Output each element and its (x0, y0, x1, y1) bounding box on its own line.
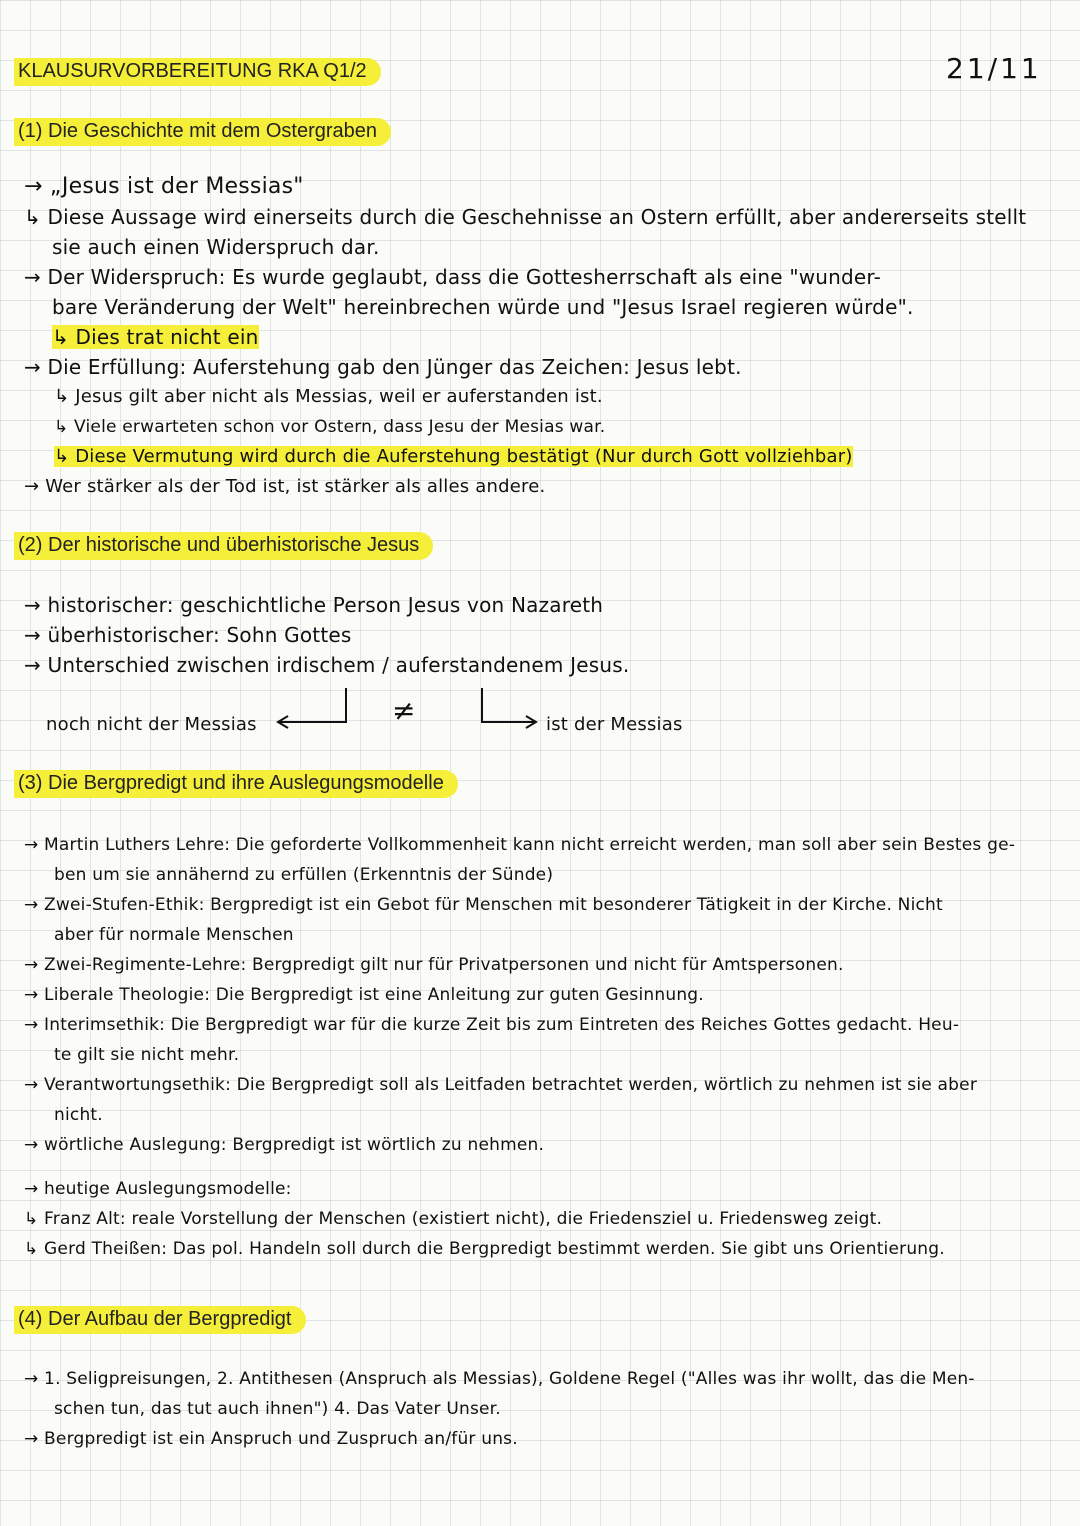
line: bare Veränderung der Welt" hereinbrechen würde und "Jesus Israel regieren würde". (52, 295, 914, 319)
line: → wörtliche Auslegung: Bergpredigt ist wörtlich zu nehmen. (24, 1135, 545, 1155)
section-1-body (24, 172, 1026, 502)
line: ↳ Jesus gilt aber nicht als Messias, weil er auferstanden ist. (54, 386, 603, 407)
line: nicht. (54, 1105, 103, 1125)
line: → Interimsethik: Die Bergpredigt war für die kurze Zeit bis zum Eintreten des Reiches Gottes gedacht. Heu- (24, 1015, 960, 1035)
line: sie auch einen Widerspruch dar. (52, 235, 380, 259)
section-3-body (24, 830, 1015, 1264)
section-2-heading (14, 532, 433, 560)
section-1-heading (14, 118, 391, 146)
section-3-heading-text: (3) Die Bergpredigt und ihre Auslegungsmodelle (18, 772, 444, 794)
highlighted-line: ↳ Dies trat nicht ein (52, 325, 259, 349)
line: → überhistorischer: Sohn Gottes (24, 623, 352, 647)
line: → Der Widerspruch: Es wurde geglaubt, dass die Gottesherrschaft als eine "wunder- (24, 265, 881, 289)
page-title (14, 58, 381, 86)
section-3-heading (14, 770, 458, 798)
section-4-heading-text: (4) Der Aufbau der Bergpredigt (18, 1308, 292, 1330)
section-2-heading-text: (2) Der historische und überhistorische Jesus (18, 534, 420, 556)
line: → Martin Luthers Lehre: Die geforderte Vollkommenheit kann nicht erreicht werden, man soll aber sein Bestes ge- (24, 835, 1016, 855)
line: aber für normale Menschen (54, 925, 294, 945)
section-1-heading-text: (1) Die Geschichte mit dem Ostergraben (18, 120, 378, 142)
line: → Wer stärker als der Tod ist, ist stärker als alles andere. (24, 476, 546, 497)
section-4-body (24, 1364, 975, 1454)
line: ↳ Diese Aussage wird einerseits durch die Geschehnisse an Ostern erfüllt, aber andererseits stellt (24, 205, 1027, 229)
line: → Zwei-Stufen-Ethik: Bergpredigt ist ein Gebot für Menschen mit besonderer Tätigkeit in der Kirche. Nicht (24, 895, 943, 915)
line: → „Jesus ist der Messias" (24, 174, 304, 199)
section-4-heading (14, 1306, 306, 1334)
line: → historischer: geschichtliche Person Jesus von Nazareth (24, 593, 604, 617)
highlighted-line: ↳ Diese Vermutung wird durch die Auferstehung bestätigt (Nur durch Gott vollziehbar) (54, 446, 853, 467)
line: ↳ Gerd Theißen: Das pol. Handeln soll durch die Bergpredigt bestimmt werden. Sie gibt uns Orientierung. (24, 1239, 945, 1259)
line: ben um sie annähernd zu erfüllen (Erkenntnis der Sünde) (54, 865, 554, 885)
diagram-left-label: noch nicht der Messias (46, 714, 257, 735)
line: ↳ Viele erwarteten schon vor Ostern, dass Jesu der Mesias war. (54, 417, 606, 437)
line: → Unterschied zwischen irdischem / auferstandenem Jesus. (24, 653, 630, 677)
date-label: 21/11 (946, 52, 1042, 85)
diagram-right-label: ist der Messias (546, 714, 683, 735)
line: → Bergpredigt ist ein Anspruch und Zuspruch an/für uns. (24, 1429, 518, 1449)
line: → 1. Seligpreisungen, 2. Antithesen (Anspruch als Messias), Goldene Regel ("Alles was ihr wollt, das die Men- (24, 1369, 975, 1389)
line: → Zwei-Regimente-Lehre: Bergpredigt gilt nur für Privatpersonen und nicht für Amtspersonen. (24, 955, 844, 975)
line: schen tun, das tut auch ihnen") 4. Das Vater Unser. (54, 1399, 501, 1419)
title-text: KLAUSURVORBEREITUNG RKA Q1/2 (18, 60, 367, 82)
line: → Verantwortungsethik: Die Bergpredigt soll als Leitfaden betrachtet werden, wörtlich zu nehmen ist sie aber (24, 1075, 978, 1095)
not-equal-sign: ≠ (392, 694, 416, 727)
line: → Die Erfüllung: Auferstehung gab den Jünger das Zeichen: Jesus lebt. (24, 355, 742, 379)
section-2-body (24, 590, 629, 680)
line: ↳ Franz Alt: reale Vorstellung der Menschen (existiert nicht), die Friedensziel u. Friedensweg zeigt. (24, 1209, 883, 1229)
line: → Liberale Theologie: Die Bergpredigt ist eine Anleitung zur guten Gesinnung. (24, 985, 704, 1005)
line: te gilt sie nicht mehr. (54, 1045, 240, 1065)
line: → heutige Auslegungsmodelle: (24, 1179, 292, 1199)
